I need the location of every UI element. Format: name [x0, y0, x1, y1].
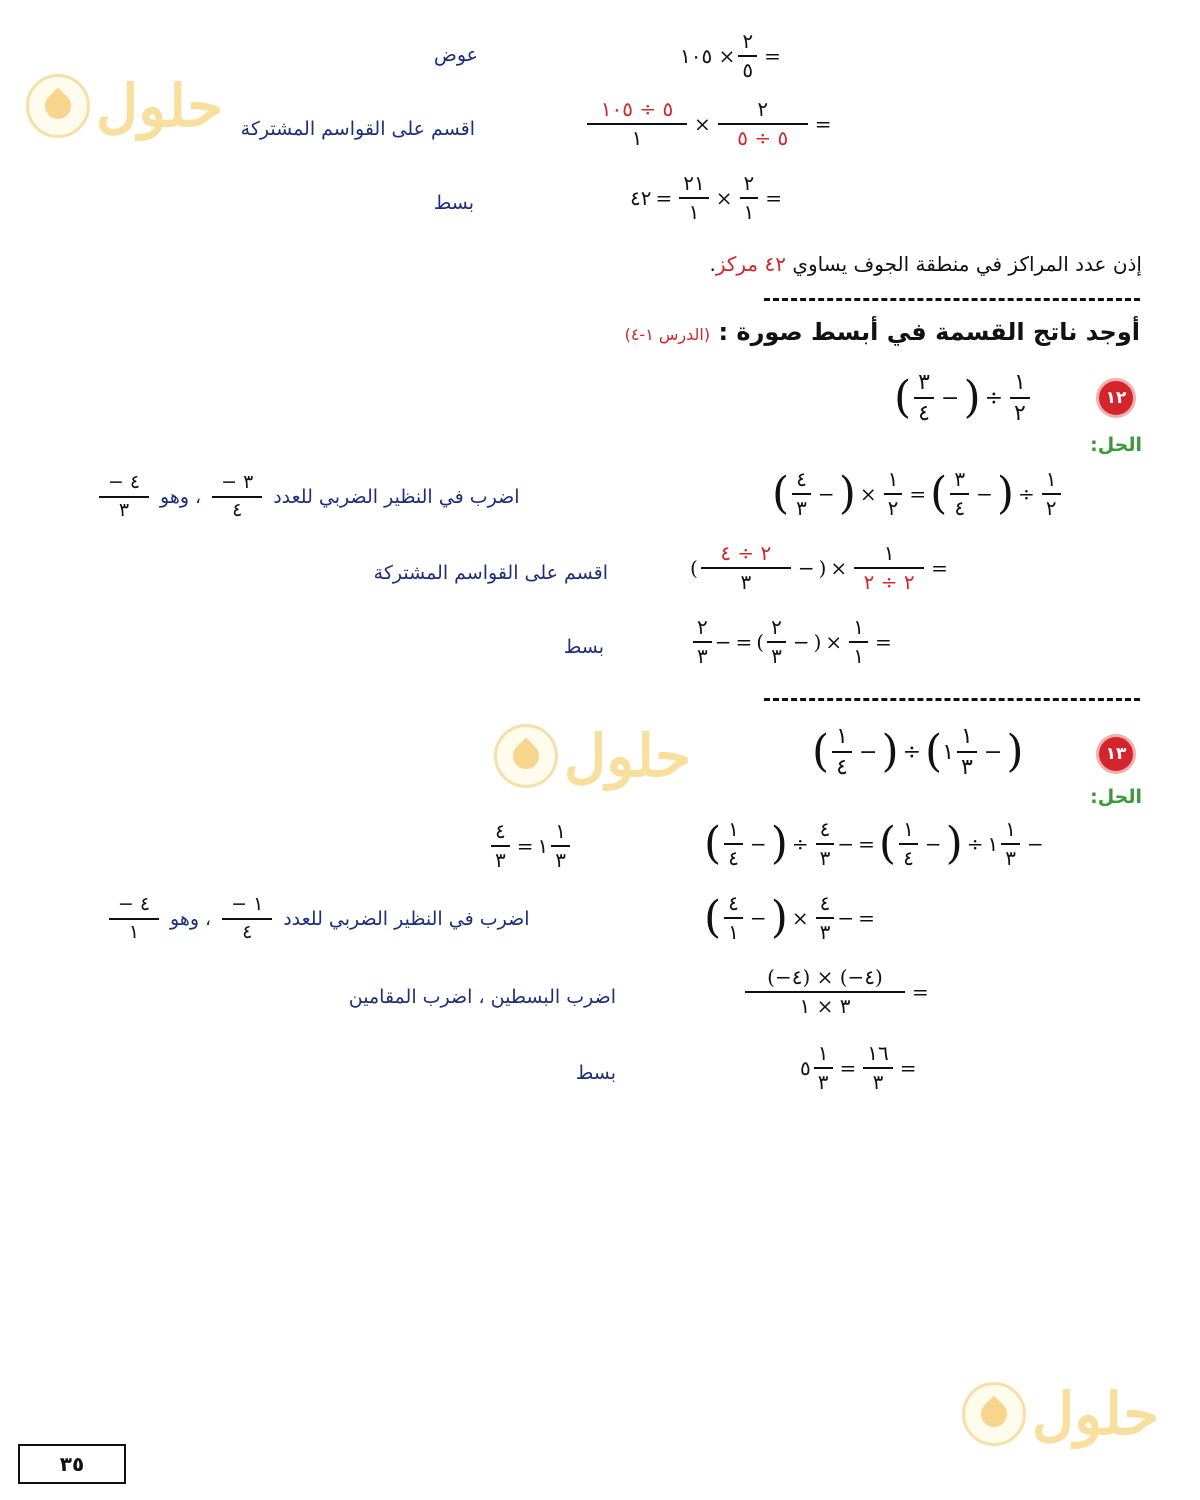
fraction [738, 30, 757, 82]
paren-left: ( [930, 468, 948, 519]
watermark-drop-icon [26, 74, 90, 138]
fraction-bar [950, 493, 969, 495]
denominator: ٢ ÷ ٢ [863, 570, 915, 594]
minus-sign: − [1027, 832, 1044, 856]
fraction-bar [701, 567, 791, 569]
denominator: ١ [688, 200, 700, 224]
denominator: ٣ [819, 846, 831, 870]
lesson-reference: (الدرس ١-٤) [624, 325, 711, 344]
minus-sign: − [817, 482, 835, 506]
q13-solution-label: الحل: [1090, 786, 1142, 808]
expr-text: ١٠٥ × [680, 44, 736, 68]
times-sign: × [859, 482, 877, 506]
fraction-bar [814, 1067, 833, 1069]
watermark-text: حلول [96, 72, 224, 140]
fraction-bar [99, 496, 149, 498]
numerator: ٤ [819, 817, 831, 841]
numerator: ١ [903, 817, 914, 841]
q13-problem [812, 724, 1023, 781]
fraction-bar [222, 918, 272, 920]
numerator: ٢ [742, 29, 754, 53]
fraction [587, 98, 687, 150]
and-it-is-text: ، وهو [170, 907, 212, 930]
fraction-bar [816, 843, 835, 845]
fraction [212, 472, 262, 522]
equals-sign: = [814, 112, 832, 136]
times-sign: × [694, 112, 711, 136]
paren-left: ( [756, 630, 765, 654]
q12-problem [894, 370, 1033, 427]
watermark-drop-icon [962, 1382, 1026, 1446]
whole-part: ١ [942, 739, 955, 765]
top-step3-expression [630, 172, 786, 224]
q13-step2-label: اضرب البسطين ، اضرب المقامين [348, 986, 616, 1008]
numerator: − ١ [231, 893, 264, 915]
fraction [863, 1042, 892, 1094]
equals-sign: = [912, 980, 929, 1004]
q12-step1-explanation [96, 472, 519, 522]
conclusion-sentence [709, 252, 1142, 276]
section-heading [625, 318, 1140, 346]
numerator: − ٤ [117, 893, 151, 915]
equals-sign: = [516, 834, 534, 858]
fraction [884, 468, 903, 520]
q13-mixed-conversion [488, 820, 573, 872]
fraction-bar [693, 641, 712, 643]
fraction [99, 472, 149, 522]
minus-sign: − [983, 739, 1003, 765]
fraction [899, 818, 918, 870]
q12-step3-expression [690, 616, 896, 668]
paren-right: ) [770, 818, 788, 869]
paren-left: ( [812, 726, 830, 778]
q12-step2-label: اقسم على القواسم المشتركة [373, 562, 608, 584]
equals-sign: = [858, 832, 875, 856]
equals-sign: = [931, 556, 948, 580]
fraction [1001, 818, 1020, 870]
denominator: ٣ [697, 644, 708, 668]
q13-step3-expression [742, 966, 933, 1018]
fraction [816, 818, 835, 870]
paren-right: ) [881, 726, 899, 778]
paren-left: ( [690, 556, 698, 580]
fraction-bar [724, 843, 743, 845]
numerator: ١ [1045, 467, 1057, 491]
denominator: ٣ [796, 496, 807, 520]
divide-sign: ÷ [791, 832, 809, 856]
equals-sign: = [655, 186, 673, 210]
fraction-bar [957, 751, 977, 753]
times-sign: × [715, 186, 733, 210]
fraction-bar [854, 567, 924, 569]
fraction [854, 542, 924, 594]
equals-sign: = [909, 482, 927, 506]
numerator: ١ [555, 819, 567, 843]
paren-right: ) [838, 468, 856, 519]
equals-sign: = [839, 1056, 857, 1080]
fraction-bar [863, 1067, 892, 1069]
numerator: ٢ [697, 615, 708, 639]
fraction [724, 892, 743, 944]
numerator: ٢ [743, 171, 755, 195]
watermark-drop-icon [494, 724, 558, 788]
numerator: ١ [817, 1041, 829, 1065]
denominator: ٣ [740, 570, 752, 594]
denominator: ٣ [817, 1070, 829, 1094]
fraction-bar [899, 843, 918, 845]
divide-sign: ÷ [1018, 482, 1035, 506]
top-step2-label: اقسم على القواسم المشتركة [240, 118, 475, 140]
equals-sign: = [874, 630, 892, 654]
numerator: ٤ [495, 819, 506, 843]
fraction [222, 894, 272, 944]
paren-left: ( [704, 818, 722, 869]
watermark-logo-top [26, 72, 223, 140]
minus-sign: − [976, 482, 993, 506]
page-number-box [18, 1444, 126, 1484]
minus-sign: − [859, 739, 878, 765]
denominator: ١ [743, 200, 755, 224]
denominator: ٤ [728, 846, 739, 870]
denominator: ١ [128, 920, 140, 943]
numerator: ٢ [757, 97, 769, 121]
numerator: (−٤) × (−٤) [767, 965, 883, 989]
denominator: ١ [853, 644, 864, 668]
equals-sign: = [735, 630, 753, 654]
numerator: ١ [887, 467, 899, 491]
fraction [792, 468, 811, 520]
paren-right: ) [818, 556, 827, 580]
denominator: ٤ [903, 846, 914, 870]
denominator: ٣ [495, 848, 506, 872]
paren-right: ) [945, 818, 963, 869]
fraction [679, 172, 708, 224]
denominator: ٣ [1005, 846, 1017, 870]
conclusion-value: ٤٢ مركز [715, 252, 786, 276]
denominator: ٥ [742, 58, 754, 82]
denominator: ١ [728, 920, 739, 944]
numerator: ٣ [954, 467, 966, 491]
q12-solution-label: الحل: [1090, 434, 1142, 456]
equals-sign: = [764, 44, 781, 68]
denominator: ٣ [819, 920, 831, 944]
denominator: ٣ [118, 498, 130, 521]
fraction [491, 820, 510, 872]
denominator: ٤ [242, 920, 253, 943]
fraction [767, 616, 786, 668]
fraction-bar [587, 123, 687, 125]
and-it-is-text: ، وهو [160, 485, 202, 508]
q12-step3-label: بسط [563, 636, 604, 658]
top-step1-label: عوض [433, 44, 478, 66]
paren-left: ( [894, 372, 912, 424]
fraction [849, 616, 868, 668]
top-step1-expression [680, 30, 785, 82]
minus-sign: − [749, 832, 767, 856]
numerator: ١ [728, 817, 739, 841]
numerator: ٤ [728, 891, 739, 915]
fraction [745, 966, 905, 1018]
numerator: ١ [853, 615, 864, 639]
paren-left: ( [925, 726, 943, 778]
equals-sign: = [899, 1056, 917, 1080]
fraction-bar [1001, 843, 1020, 845]
numerator: ٢١ [683, 171, 705, 195]
fraction [109, 894, 159, 944]
fraction [551, 820, 570, 872]
fraction-bar [884, 493, 903, 495]
fraction [832, 724, 852, 781]
numerator: ١ [1014, 370, 1026, 395]
paren-left: ( [704, 892, 722, 943]
fraction [957, 724, 977, 781]
fraction-bar [849, 641, 868, 643]
q12-step1-expression [772, 468, 1064, 520]
fraction-bar [718, 123, 808, 125]
denominator: ٣ [872, 1070, 884, 1094]
denominator: ٤ [954, 496, 966, 520]
numerator: ١ [836, 724, 848, 749]
fraction [693, 616, 712, 668]
paren-right: ) [813, 630, 822, 654]
equals-sign: = [765, 186, 783, 210]
watermark-logo-bottom [962, 1380, 1159, 1448]
whole-part: ١ [537, 834, 549, 858]
times-sign: × [830, 556, 848, 580]
fraction-bar [1010, 397, 1030, 399]
denominator: ٥ ÷ ٥ [737, 126, 789, 150]
fraction-bar [740, 197, 759, 199]
fraction-bar [792, 493, 811, 495]
fraction-bar [109, 918, 159, 920]
denominator: ٤ [836, 755, 848, 781]
divider [764, 698, 1140, 701]
paren-right: ) [996, 468, 1014, 519]
denominator: ٣ × ١ [799, 994, 851, 1018]
numerator: ١ [961, 724, 973, 749]
q13-step4-expression [800, 1042, 921, 1094]
fraction [1010, 370, 1030, 427]
denominator: ٤ [232, 498, 243, 521]
numerator: ٢ [771, 615, 782, 639]
denominator: ٣ [961, 755, 973, 781]
numerator: ٥ ÷ ١٠٥ [600, 97, 674, 121]
result-value: ٤٢ [630, 186, 652, 210]
numerator: ٣ [918, 370, 930, 395]
fraction-bar [832, 751, 852, 753]
paren-right: ) [1006, 726, 1024, 778]
q13-step1-explanation [106, 894, 529, 944]
times-sign: × [825, 630, 843, 654]
period: . [709, 252, 716, 276]
minus-sign: − [941, 385, 960, 411]
numerator: ٤ [819, 891, 831, 915]
q13-step1-label: اضرب في النظير الضربي للعدد [283, 907, 530, 930]
numerator: ١ [1005, 817, 1017, 841]
numerator: ١٦ [867, 1041, 889, 1065]
fraction-bar [738, 55, 757, 57]
q12-step1-label: اضرب في النظير الضربي للعدد [273, 485, 520, 508]
whole-part: ١ [987, 832, 999, 856]
top-step3-label: بسط [433, 192, 474, 214]
question-number-badge: ١٢ [1096, 378, 1136, 418]
minus-sign: − [792, 630, 810, 654]
fraction-bar [491, 845, 510, 847]
fraction-bar [1042, 493, 1061, 495]
top-step2-expression [584, 98, 836, 150]
numerator: ٤ [796, 467, 807, 491]
fraction [701, 542, 791, 594]
denominator: ٣ [771, 644, 782, 668]
minus-sign: − [924, 832, 942, 856]
fraction-bar [745, 991, 905, 993]
minus-sign: − [749, 906, 767, 930]
denominator: ٢ [1045, 496, 1057, 520]
paren-right: ) [770, 892, 788, 943]
minus-sign: − [714, 630, 732, 654]
denominator: ٣ [555, 848, 567, 872]
fraction [1042, 468, 1061, 520]
numerator: ٢ ÷ ٤ [720, 541, 772, 565]
watermark-text: حلول [1032, 1380, 1160, 1448]
fraction-bar [551, 845, 570, 847]
watermark-text: حلول [564, 722, 692, 790]
q12-step2-expression [690, 542, 952, 594]
section-instruction: أوجد ناتج القسمة في أبسط صورة : [718, 318, 1140, 346]
whole-part: ٥ [800, 1056, 811, 1080]
fraction-bar [724, 917, 743, 919]
q13-step3-label: بسط [575, 1062, 616, 1084]
minus-sign: − [837, 832, 855, 856]
fraction-bar [914, 397, 934, 399]
divide-sign: ÷ [902, 739, 922, 765]
fraction [724, 818, 743, 870]
divide-sign: ÷ [984, 385, 1004, 411]
minus-sign: − [837, 906, 855, 930]
fraction-bar [679, 197, 708, 199]
fraction [718, 98, 808, 150]
fraction-bar [767, 641, 786, 643]
fraction [740, 172, 759, 224]
paren-right: ) [963, 372, 981, 424]
question-number-badge: ١٣ [1096, 734, 1136, 774]
fraction [914, 370, 934, 427]
denominator: ٢ [1014, 401, 1026, 427]
numerator: ١ [883, 541, 895, 565]
minus-sign: − [797, 556, 815, 580]
conclusion-text: إذن عدد المراكز في منطقة الجوف يساوي [792, 252, 1142, 276]
fraction-bar [212, 496, 262, 498]
q13-step2-expression [704, 892, 879, 944]
paren-left: ( [878, 818, 897, 869]
q13-step1-expression [704, 818, 1048, 870]
watermark-logo-middle [494, 722, 691, 790]
denominator: ١ [631, 126, 643, 150]
numerator: − ٤ [107, 471, 141, 493]
page-number: ٣٥ [59, 1452, 85, 1476]
times-sign: × [791, 906, 809, 930]
denominator: ٢ [887, 496, 899, 520]
fraction [816, 892, 835, 944]
denominator: ٤ [918, 401, 930, 427]
fraction [814, 1042, 833, 1094]
paren-left: ( [772, 468, 790, 519]
equals-sign: = [858, 906, 875, 930]
divider [764, 298, 1140, 301]
numerator: − ٣ [221, 471, 254, 493]
fraction-bar [816, 917, 835, 919]
divide-sign: ÷ [966, 832, 984, 856]
fraction [950, 468, 969, 520]
